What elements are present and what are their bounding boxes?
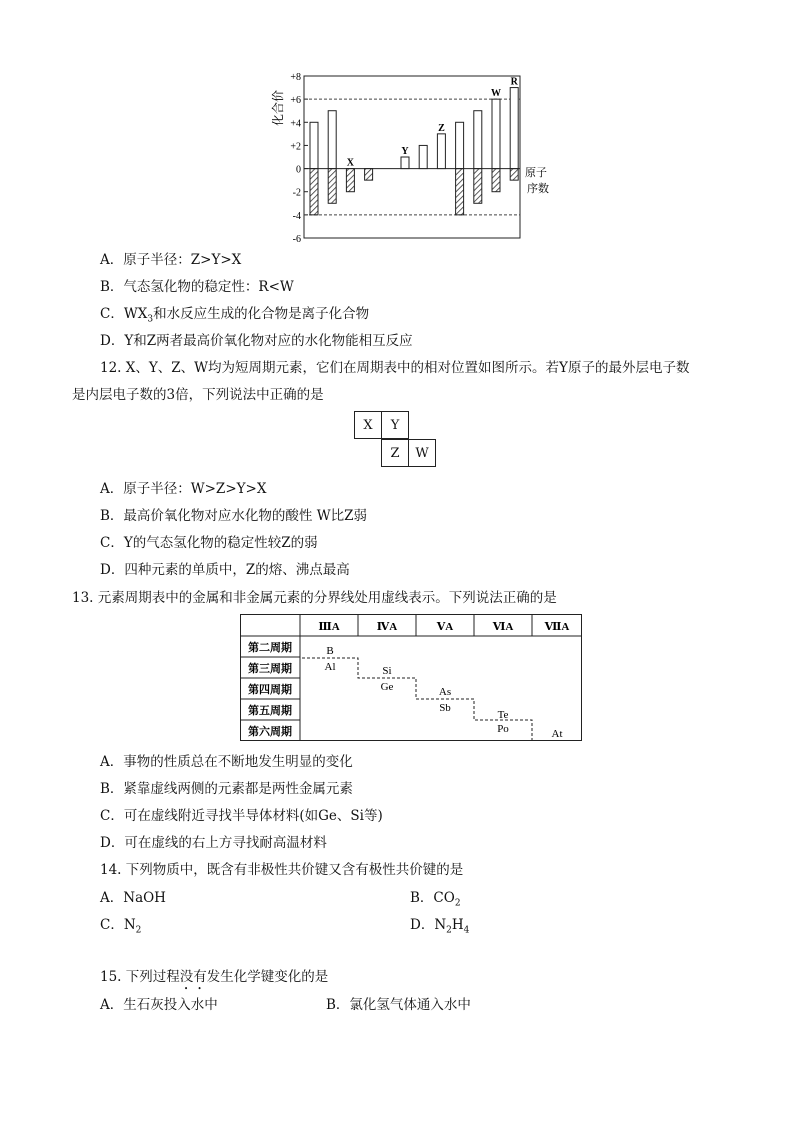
- q11-option-c: [100, 302, 369, 325]
- option-letter: A．: [100, 481, 124, 497]
- positive-valence-bar: [437, 134, 445, 169]
- option-letter: C．: [100, 917, 124, 933]
- q11-option-d: [100, 329, 413, 349]
- negative-valence-bar: [346, 169, 354, 192]
- option-text: WX: [123, 306, 148, 322]
- grid-cell-x: X: [354, 411, 382, 439]
- negative-valence-bar: [510, 169, 518, 181]
- option-text: 原子半径：Z>Y>X: [123, 252, 242, 268]
- option-letter: C．: [100, 535, 124, 551]
- grid-cell-y: Y: [381, 411, 409, 439]
- grid-cell-z: Z: [381, 439, 409, 467]
- option-text: 最高价氧化物对应水化物的酸性 W比Z弱: [123, 508, 367, 524]
- option-text: 可在虚线附近寻找半导体材料(如Ge、Si等): [123, 808, 383, 824]
- element-annotation: R: [510, 76, 518, 88]
- q13-stem: 13. 元素周期表中的金属和非金属元素的分界线处用虚线表示。下列说法正确的是: [72, 590, 557, 606]
- option-text: N: [123, 917, 136, 933]
- positive-valence-bar: [510, 88, 518, 169]
- header-4a: ⅣA: [376, 621, 398, 633]
- option-letter: B．: [410, 890, 434, 906]
- header-3a: ⅢA: [318, 621, 340, 633]
- subscript: 2: [454, 898, 461, 909]
- option-text: CO: [433, 890, 455, 906]
- option-letter: B．: [100, 279, 124, 295]
- option-text: 四种元素的单质中，Z的熔、沸点最高: [124, 562, 350, 578]
- option-text: 事物的性质总在不断地发生明显的变化: [123, 754, 353, 770]
- element-si: Si: [382, 665, 392, 677]
- option-letter: D．: [100, 333, 125, 349]
- y-tick-label: +4: [290, 118, 301, 130]
- header-6a: ⅥA: [492, 621, 514, 633]
- q13-option-b: [100, 777, 353, 797]
- option-letter: D．: [100, 835, 125, 851]
- negative-valence-bar: [456, 169, 464, 215]
- q14-option-d: [410, 913, 469, 936]
- option-letter: B．: [100, 508, 124, 524]
- element-annotation: W: [491, 88, 501, 100]
- option-letter: A．: [100, 754, 124, 770]
- subscript: 2: [446, 925, 452, 936]
- y-tick-label: 0: [296, 164, 301, 176]
- subscript: 4: [463, 925, 470, 936]
- positive-valence-bar: [310, 122, 318, 168]
- row-period-3: 第三周期: [248, 663, 292, 675]
- row-period-6: 第六周期: [248, 726, 292, 738]
- q13-option-a: [100, 750, 353, 770]
- element-at: At: [551, 728, 563, 740]
- option-text: H: [451, 917, 464, 933]
- grid-cell-w: W: [408, 439, 436, 467]
- q13-option-d: [100, 831, 327, 851]
- option-text: 气态氢化物的稳定性：R<W: [123, 279, 294, 295]
- subscript: 3: [147, 314, 154, 325]
- element-te: Te: [497, 709, 509, 721]
- q14-option-c: [100, 913, 141, 936]
- option-letter: B．: [100, 781, 124, 797]
- valence-chart: [268, 68, 558, 248]
- element-al: Al: [324, 661, 336, 673]
- q14-option-a: [100, 886, 166, 906]
- option-text: 原子半径：W>Z>Y>X: [123, 481, 267, 497]
- q14-option-b: [410, 886, 461, 909]
- negative-valence-bar: [328, 169, 336, 204]
- q15-option-a: [100, 993, 218, 1013]
- q12-option-c: [100, 531, 318, 551]
- q12-stem-line1: 12. X、Y、Z、W均为短周期元素，它们在周期表中的相对位置如图所示。若Y原子的最外层电子数: [100, 360, 690, 376]
- element-annotation: Y: [401, 146, 409, 157]
- option-letter: A．: [100, 252, 124, 268]
- q11-option-a: [100, 248, 241, 268]
- option-letter: D．: [100, 562, 125, 578]
- x-axis-label-line2: 序数: [527, 183, 549, 195]
- y-tick-label: +2: [290, 141, 301, 153]
- periodic-boundary-table: [240, 614, 583, 742]
- y-tick-label: -4: [292, 210, 301, 222]
- option-letter: A．: [100, 997, 124, 1013]
- negative-valence-bar: [365, 169, 373, 181]
- q12-option-d: [100, 558, 350, 578]
- stem-text: 15. 下列过程: [100, 969, 180, 985]
- negative-valence-bar: [474, 169, 482, 204]
- option-text: N: [434, 917, 447, 933]
- y-tick-label: -6: [292, 234, 301, 245]
- option-letter: B．: [326, 997, 350, 1013]
- element-as: As: [438, 686, 452, 698]
- y-tick-label: +6: [290, 95, 301, 107]
- q12-option-b: [100, 504, 367, 524]
- header-7a: ⅦA: [544, 621, 570, 633]
- positive-valence-bar: [401, 157, 409, 169]
- q14-stem: 14. 下列物质中，既含有非极性共价键又含有极性共价键的是: [100, 862, 464, 878]
- q15-stem: [100, 965, 328, 993]
- positive-valence-bar: [419, 145, 427, 168]
- y-axis-label: 化合价: [271, 89, 285, 127]
- option-text: 氯化氢气体通入水中: [349, 997, 471, 1013]
- stem-text: 发生化学键变化的是: [206, 969, 329, 985]
- row-period-4: 第四周期: [248, 684, 292, 696]
- option-text: Y和Z两者最高价氧化物对应的水化物能相互反应: [124, 333, 413, 349]
- y-tick-label: -2: [292, 187, 301, 199]
- q13-option-c: [100, 804, 383, 824]
- element-ge: Ge: [380, 681, 394, 693]
- option-letter: C．: [100, 306, 124, 322]
- element-b: B: [326, 645, 334, 657]
- negative-valence-bar: [310, 169, 318, 215]
- option-text: 生石灰投入水中: [123, 997, 218, 1013]
- header-5a: ⅤA: [436, 621, 454, 633]
- row-period-2: 第二周期: [248, 642, 292, 654]
- positive-valence-bar: [328, 111, 336, 169]
- q12-option-a: [100, 477, 266, 497]
- subscript: 2: [135, 925, 142, 936]
- q12-position-grid: [354, 411, 444, 471]
- q11-option-b: [100, 275, 294, 295]
- option-letter: A．: [100, 890, 124, 906]
- option-text: 可在虚线的右上方寻找耐高温材料: [124, 835, 327, 851]
- option-letter: D．: [410, 917, 435, 933]
- option-text: 紧靠虚线两侧的元素都是两性金属元素: [123, 781, 353, 797]
- element-annotation: Z: [438, 122, 445, 134]
- element-po: Po: [497, 723, 509, 735]
- option-text: NaOH: [123, 890, 166, 906]
- negative-valence-bar: [492, 169, 500, 192]
- q15-option-b: [326, 993, 471, 1013]
- option-text: 和水反应生成的化合物是离子化合物: [153, 306, 370, 322]
- y-tick-label: +8: [290, 72, 301, 83]
- emphasized-text: 没有: [179, 969, 207, 985]
- x-axis-label-line1: 原子: [525, 167, 547, 179]
- element-sb: Sb: [439, 702, 451, 714]
- positive-valence-bar: [456, 122, 464, 168]
- row-period-5: 第五周期: [248, 705, 292, 717]
- option-text: Y的气态氢化物的稳定性较Z的弱: [123, 535, 318, 551]
- positive-valence-bar: [474, 111, 482, 169]
- element-annotation: X: [346, 157, 355, 169]
- option-letter: C．: [100, 808, 124, 824]
- q12-stem-line2: 是内层电子数的3倍，下列说法中正确的是: [72, 387, 324, 403]
- positive-valence-bar: [492, 99, 500, 168]
